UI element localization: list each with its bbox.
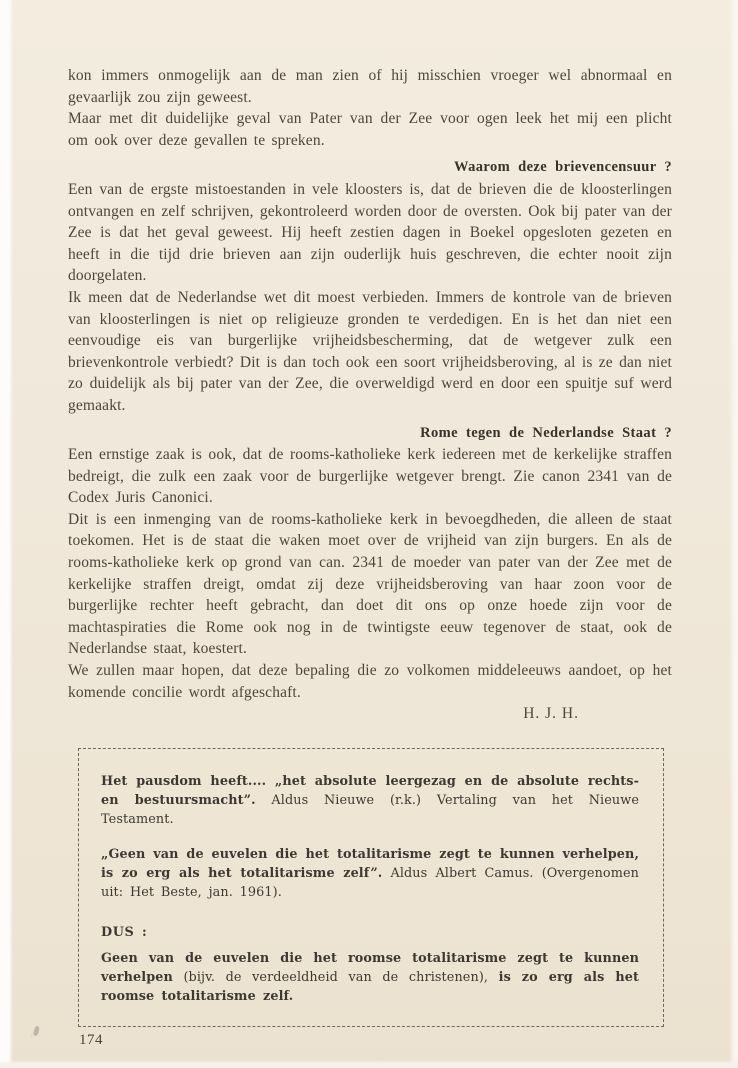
paragraph-intro-2: Maar met dit duidelijke geval van Pater van der Zee voor ogen leek het mij een plicht om ook over deze gevallen te spreken. [68,110,672,149]
quote-box [78,748,664,1027]
quote-camus-statement: „Geen van de euvelen die het totalitarisme zegt te kunnen verhelpen, is zo erg als het totalitarisme zelf”. [101,846,639,881]
conclusion-regular-mid: (bijv. de verdeeldheid van de christenen), [183,969,489,985]
quote-camus-attribution: Aldus Albert Camus. (Overgenomen uit: Het Beste, jan. 1961). [101,865,639,900]
scan-edge-left [0,0,13,1068]
page-number: 174 [79,1031,103,1048]
ink-smudge-artifact [33,1025,41,1036]
paragraph-intro-1: kon immers onmogelijk aan de man zien of hij misschien vroeger wel abnormaal en gevaarlijk zou zijn geweest. [68,67,672,106]
quote-papacy-statement: Het pausdom heeft.... „het absolute leergezag en de absolute rechts- en bestuursmacht”. [101,773,639,808]
paragraph-rome-2: Dit is een inmenging van de rooms-katholieke kerk in bevoegdheden, die alleen de staat toekomen. Het is de staat die waken moet over de vrijheid van zijn burgers. En als de rooms-katholieke kerk op grond van can. 2341 de moeder van pater van der Zee met de kerkelijke straffen dreigt, omdat zij deze vrijheidsberoving van haar zoon voor de burgerlijke rechter heeft gebracht, dan doet dit ons op onze hoede zijn voor de machtaspiraties die Rome ook nog in de twintigste eeuw tegenover de staat, ook de Nederlandse staat, koestert. [68,510,672,658]
author-initials: H. J. H. [523,705,579,723]
paragraph-censorship-1: Een van de ergste mistoestanden in vele kloosters is, dat de brieven die de kloosterlingen ontvangen en zelf schrijven, gekontroleerd worden door de oversten. Ook bij pater van der Zee is dat het geval geweest. Hij heeft zestien dagen in Boekel opgesloten gezeten en heeft in die tijd drie brieven aan zijn ouderlijk huis geschreven, die echter nooit zijn doorgelaten. [68,180,672,285]
page-content [68,0,672,1049]
paragraph-rome-3: We zullen maar hopen, dat deze bepaling die zo volkomen middeleeuws aandoet, op het komende concilie wordt afgeschaft. [68,662,672,701]
quote-camus [101,845,639,902]
dus-label: DUS : [101,924,148,940]
section-heading-rome: Rome tegen de Nederlandse Staat ? [420,424,672,441]
conclusion-bold-lead: Geen van de euvelen die het roomse totalitarisme zegt te kunnen verhelpen [101,950,639,985]
quote-papacy [101,772,639,829]
paragraph-censorship-2: Ik meen dat de Nederlandse wet dit moest verbieden. Immers de kontrole van de brieven van kloosterlingen is niet op religieuze gronden te verdedigen. En is het dan niet een eenvoudige eis van burgerlijke vrijheidsbescherming, dat de wetgever zulk een brievenkontrole verbiedt? Dit is dan toch ook een soort vrijheidsberoving, al is ze dan niet zo duidelijk als bij pater van der Zee, die overweldigd werd en door een spuitje suf werd gemaakt. [68,288,672,414]
scan-edge-right [729,0,738,1068]
paragraph-rome-1: Een ernstige zaak is ook, dat de rooms-katholieke kerk iedereen met de kerkelijke straffen bedreigt, die zulk een zaak voor de burgerlijke wetgever brengt. Zie canon 2341 van de Codex Juris Canonici. [68,446,672,507]
section-heading-brievencensuur: Waarom deze brievencensuur ? [454,159,672,176]
scan-edge-bottom [0,1060,738,1068]
quote-papacy-attribution: Aldus Nieuwe (r.k.) Vertaling van het Nieuwe Testament. [101,792,639,827]
conclusion-statement [101,949,639,1006]
conclusion-bold-tail: is zo erg als het roomse totalitarisme zelf. [101,969,639,1004]
